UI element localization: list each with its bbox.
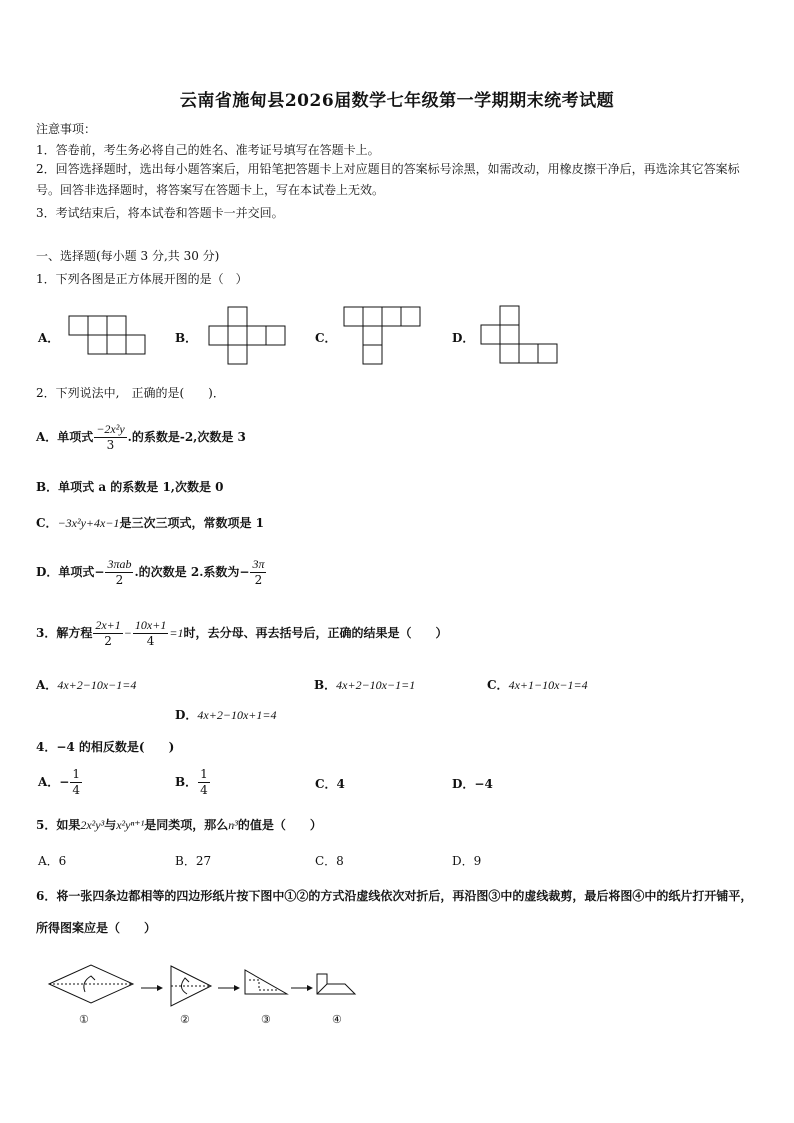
notice-heading: 注意事项： (36, 122, 97, 136)
q3-fraction-2 (133, 618, 168, 649)
q1-option-b-label: B． (175, 331, 198, 345)
q4-option-d: D．−4 (452, 777, 493, 791)
q3-option-d (175, 707, 276, 723)
section-heading: 一、选择题(每小题 3 分,共 30 分) (36, 249, 220, 263)
q2-a-num: −2x²y (96, 422, 125, 436)
q5-option-c: C．8 (315, 854, 344, 868)
q1-net-c (343, 306, 423, 366)
q3-b-label: B． (314, 678, 337, 692)
q2-option-b: B．单项式 a 的系数是 1,次数是 0 (36, 480, 224, 494)
q3-a-expr: 4x+2−10x−1=4 (57, 678, 137, 692)
q3-option-b (314, 677, 415, 693)
q3-c-expr: 4x+1−10x−1=4 (508, 678, 588, 692)
q5-mid: 与 (104, 818, 117, 832)
q2-a-prefix: A．单项式 (36, 430, 94, 444)
q3-d-label: D． (175, 708, 198, 722)
q3-f1-den: 2 (104, 634, 112, 648)
q4-b-den: 4 (200, 783, 208, 797)
q5-suffix: 的值是（ ） (237, 818, 322, 832)
q2-option-a (36, 422, 246, 453)
q4-option-b (175, 767, 211, 798)
page-title: 云南省施甸县2026届数学七年级第一学期期末统考试题 (179, 91, 615, 111)
q6-label-1: ① (79, 1013, 89, 1026)
q3-prefix: 3．解方程 (36, 626, 93, 640)
q5-option-b: B．27 (175, 854, 212, 868)
q3-d-expr: 4x+2−10x+1=4 (197, 708, 277, 722)
q2-option-d (36, 557, 267, 588)
q1-option-c-label: C． (315, 331, 337, 345)
q2-d-prefix: D．单项式− (36, 565, 105, 579)
q4-b-num: 1 (200, 767, 208, 781)
q3-option-a (36, 677, 136, 693)
q2-d-den2: 2 (254, 573, 263, 587)
q2-d-fraction-1 (105, 557, 133, 588)
q3-a-label: A． (36, 678, 58, 692)
q2-d-mid: .的次数是 2.系数为− (134, 565, 250, 579)
q4-a-fraction (70, 767, 82, 798)
q4-a-den: 4 (72, 783, 81, 797)
q1-option-d-label: D． (452, 331, 475, 345)
notice-item-3: 3．考试结束后，将本试卷和答题卡一并交回。 (36, 206, 284, 220)
q6-label-3: ③ (261, 1013, 271, 1026)
q3-f1-num: 2x+1 (95, 618, 121, 632)
q6-stem: 6．将一张四条边都相等的四边形纸片按下图中①②的方式沿虚线依次对折后，再沿图③中的虚线裁剪，最后将图④中的纸片打开铺平，所得图案应是（ ） (36, 889, 753, 935)
q1-stem: 1．下列各图是正方体展开图的是（ ） (36, 272, 248, 286)
q4-b-fraction (198, 767, 210, 798)
q5-option-a: A．6 (38, 854, 67, 868)
q5-term-3: n³ (228, 818, 238, 832)
q2-c-prefix: C． (36, 516, 58, 530)
q5-prefix: 5．如果 (36, 818, 81, 832)
q5-option-d: D．9 (452, 854, 482, 868)
q4-option-a (38, 767, 83, 798)
q1-net-d (480, 305, 560, 365)
q5-mid2: 是同类项，那么 (144, 818, 229, 832)
q2-a-fraction (94, 422, 126, 453)
q2-a-den: 3 (106, 438, 115, 452)
q2-c-suffix: 是三次三项式，常数项是 1 (119, 516, 264, 530)
q4-a-num: 1 (72, 767, 81, 781)
q4-option-c: C．4 (315, 777, 345, 791)
q2-d-den: 2 (115, 573, 124, 587)
q1-net-b (208, 306, 288, 366)
q2-stem: 2．下列说法中, 正确的是( )． (36, 386, 225, 400)
q3-suffix: 时，去分母、再去括号后，正确的结果是（ ） (183, 626, 448, 640)
q6-label-2: ② (180, 1013, 190, 1026)
q3-c-label: C． (487, 678, 509, 692)
q2-d-fraction-2 (250, 557, 266, 588)
q6-fold-diagram (45, 962, 365, 1034)
q5-term-2: x²yⁿ⁺¹ (116, 818, 145, 832)
q2-a-suffix: .的系数是-2,次数是 3 (127, 430, 246, 444)
q3-fraction-1 (93, 618, 122, 649)
q3-b-expr: 4x+2−10x−1=1 (336, 678, 416, 692)
q3-stem (36, 618, 447, 649)
q1-net-a (68, 315, 148, 355)
q3-f2-den: 4 (146, 634, 155, 648)
q4-a-label: A．− (38, 775, 70, 789)
notice-item-2: 2．回答选择题时，选出每小题答案后，用铅笔把答题卡上对应题目的答案标号涂黑，如需改动，用橡皮擦干净后，再选涂其它答案标号。回答非选择题时，将答案写在答题卡上，写在本试卷上无效。 (36, 162, 740, 197)
q2-option-c (36, 515, 264, 531)
q3-f2-num: 10x+1 (134, 618, 167, 632)
q4-b-label: B． (175, 775, 198, 789)
q3-option-c (487, 677, 588, 693)
q3-minus: − (123, 626, 132, 640)
q5-stem (36, 817, 322, 833)
q4-stem: 4．−4 的相反数是( ) (36, 740, 175, 754)
q2-d-num: 3πab (107, 557, 132, 571)
q2-d-num2: 3π (252, 557, 265, 571)
q1-option-a-label: A． (38, 331, 60, 345)
q3-eq: =1 (169, 626, 184, 640)
q5-term-1: 2x²y³ (80, 818, 105, 832)
notice-item-1: 1．答卷前，考生务必将自己的姓名、准考证号填写在答题卡上。 (36, 143, 380, 157)
q6-label-4: ④ (332, 1013, 342, 1026)
q2-c-expr: −3x²y+4x−1 (57, 516, 120, 530)
